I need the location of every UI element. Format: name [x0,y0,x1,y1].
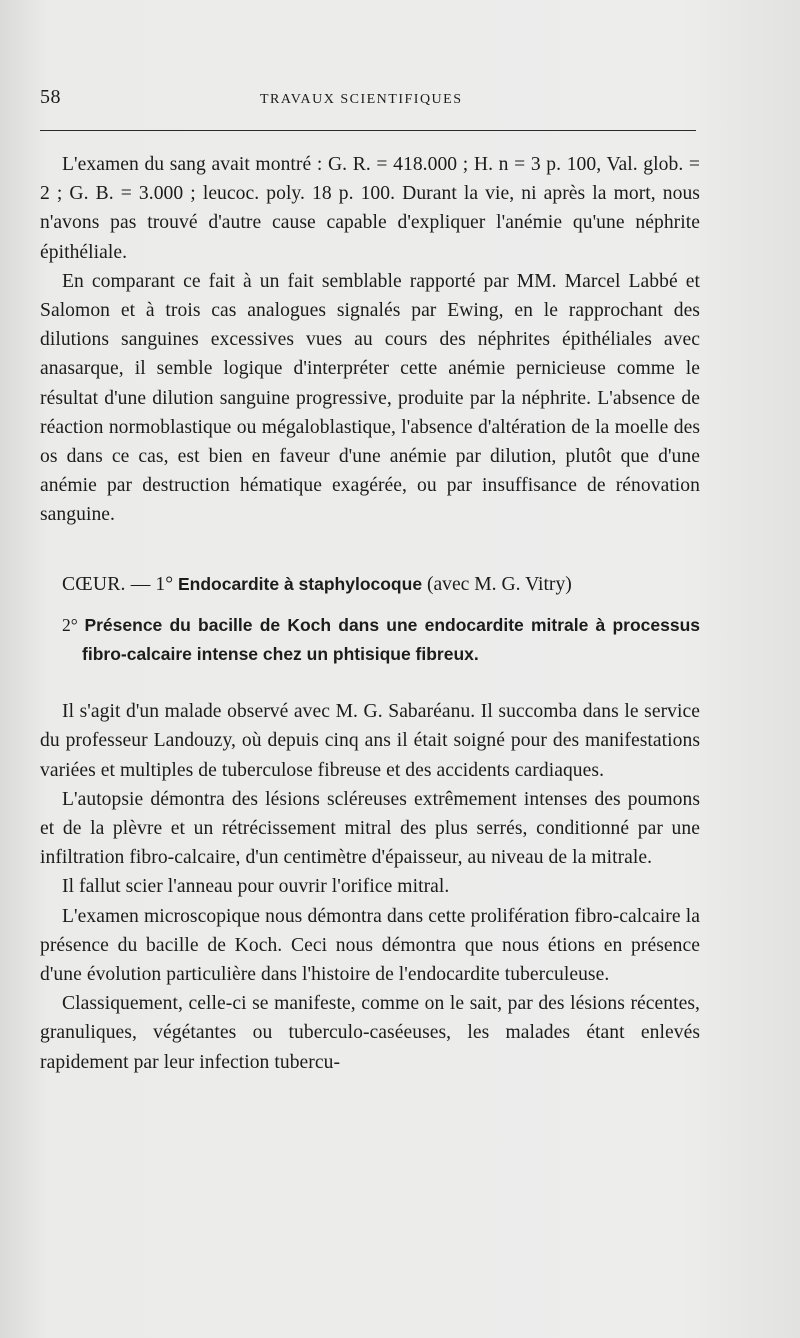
paragraph-microscopic: L'examen microscopique nous démontra dans cette prolifération fibro-calcaire la présence du bacille de Koch. Ceci nous démontra que nous étions en présence d'une évolution particulière dans l'histoire de l'endocardite tuberculeuse. [40,905,700,986]
paragraph-ring: Il fallut scier l'anneau pour ouvrir l'orifice mitral. [62,876,450,898]
paragraph-classically: Classiquement, celle-ci se manifeste, comme on le sait, par des lésions récentes, granuliques, végétantes ou tuberculo-caséeuses, les malades étant enlevés rapidement par leur infection tubercu- [40,993,700,1073]
page-header [40,86,700,116]
page-body [40,150,700,1077]
paragraph-dilution-anemia: En comparant ce fait à un fait semblable rapporté par MM. Marcel Labbé et Salomon et à trois cas analogues signalés par Ewing, en le rapprochant des dilutions sanguines excessives vues au cours des néphrites épithéliales avec anasarque, il semble logique d'interpréter cette anémie pernicieuse comme le résultat d'une dilution sanguine progressive, produite par la néphrite. L'absence de réaction normoblastique ou mégaloblastique, l'absence d'altération de la moelle des os dans ce cas, est bien en faveur d'une anémie par dilution, plutôt que d'une anémie par destruction hématique exagérée, ou par insuffisance de rénovation sanguine. [40,270,700,526]
item2-number: 2° [62,614,78,635]
item2-heading [40,611,700,669]
header-rule [40,130,696,131]
section-heading-coeur [40,570,700,599]
item1-title: Endocardite à staphylocoque [177,573,423,594]
item1-number: 1° [155,573,174,595]
item1-note: (avec M. G. Vitry) [426,573,572,595]
running-head: TRAVAUX SCIENTIFIQUES [260,92,463,107]
item2-title: Présence du bacille de Koch dans une endocardite mitrale à processus fibro-calcaire intense chez un phtisique fibreux. [82,614,700,665]
paragraph-patient: Il s'agit d'un malade observé avec M. G. Sabaréanu. Il succomba dans le service du professeur Landouzy, où depuis cinq ans il était soigné pour des manifestations variées et multiples de tuberculose fibreuse et des accidents cardiaques. [40,701,700,781]
section-label: CŒUR. — [62,573,151,595]
paragraph-autopsy: L'autopsie démontra des lésions scléreuses extrêmement intenses des poumons et de la plèvre et un rétrécissement mitral des plus serrés, conditionné par une infiltration fibro-calcaire, d'un centimètre d'épaisseur, au niveau de la mitrale. [40,788,700,869]
page-number: 58 [40,86,61,108]
paragraph-blood-exam: L'examen du sang avait montré : G. R. = 418.000 ; H. n = 3 p. 100, Val. glob. = 2 ; G. B. = 3.000 ; leucoc. poly. 18 p. 100. Durant la vie, ni après la mort, nous n'avons pas trouvé d'autre cause capable d'expliquer l'anémie qu'une néphrite épithéliale. [40,154,700,263]
